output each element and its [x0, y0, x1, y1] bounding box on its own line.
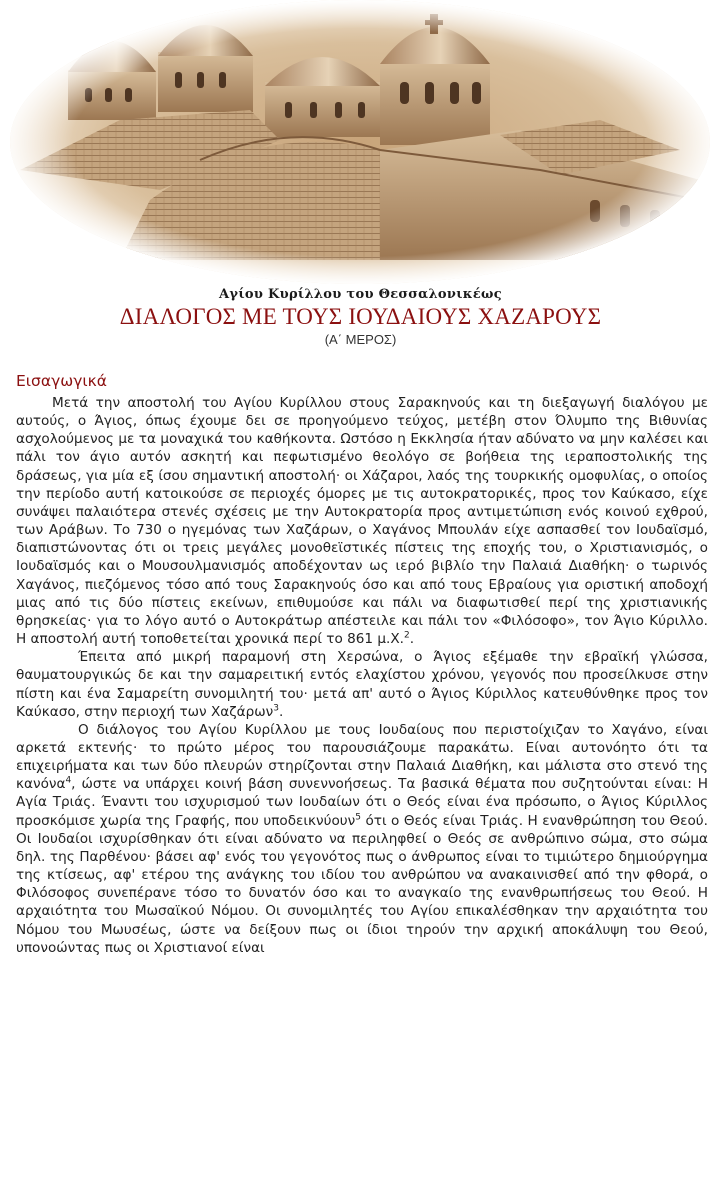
byzantine-church-domes-image [0, 0, 721, 285]
footnote-ref-5[interactable]: 5 [355, 812, 361, 823]
footnote-ref-4[interactable]: 4 [65, 775, 72, 786]
paragraph-2: Έπειτα από μικρή παραμονή στη Χερσώνα, ο Άγιος εξέμαθε την εβραϊκή γλώσσα, θαυματουργικώς δε και την σαμαρειτική εντός ελαχίστου χρόνου, γεγονός που προσείλκυσε στην πίστη και ένα Σαμαρείτη συνομιλητή του· μετά απ' αυτό ο Άγιος Κύριλλος κατευθύνθηκε προς τον Καύκασο, στην περιοχή των Χαζάρων$^3$. [16, 649, 708, 720]
author-line: Αγίου Κυρίλλου του Θεσσαλονικέως [219, 287, 502, 302]
part-label: (Α΄ ΜΕΡΟΣ) [324, 332, 397, 347]
paragraph-3: Ο διάλογος του Αγίου Κυρίλλου με τους Ιουδαίους που περιστοίχιζαν το Χαγάνο, είναι αρκετά εκτενής· το πρώτο μέρος του παρουσιάζουμε παρακάτω. Είναι αυτονόητο ότι τα επιχειρήματα και των δύο πλευρών στηρίζονται στην Παλαιά Διαθήκη, και μάλιστα στο στενό της κανόνα$^4$, ώστε να υπάρχει κοινή βάση συνεννοήσεως. Τα βασικά θέματα που συζητούνται είναι: Η Αγία Τριάς. Έναντι του ισχυρισμού των Ιουδαίων ότι ο Θεός είναι ένα πρόσωπο, ο Άγιος Κύριλλος προσκόμισε χωρία της Γραφής, που υποδεικνύουν$^5$ ότι ο Θεός είναι Τριάς. Η ενανθρώπηση του Θεού. Οι Ιουδαίοι ισχυρίσθηκαν ότι είναι αδύνατο να περιληφθεί ο Θεός σε ανθρώπινο σώμα, στο σώμα δηλ. της Παρθένου· βάσει αφ' ενός του γεγονότος πως ο άνθρωπος είναι το τιμιώτερο δημιούργημα της κτίσεως, αφ' ετέρου της ανάγκης του ιδίου του ανθρώπου να ανακαινισθεί από την φθορά, ο Φιλόσοφος συνεπέρανε τόσο το δυνατόν όσο και το αναγκαίο της ενανθρωπήσεως του Θεού. Η αρχαιότητα του Μωσαϊκού Νόμου. Οι συνομιλητές του Αγίου επικαλέσθηκαν την αρχαιότητα του Νόμου του Μωυσέως, ώστε να δείξουν πως οι ίδιοι τηρούν την αρχική αποκάλυψη του Θεού, υπονοώντας πως οι Χριστιανοί είναι [16, 721, 708, 956]
footnote-ref-2[interactable]: 2 [403, 630, 410, 641]
footnote-ref-3[interactable]: 3 [273, 703, 279, 714]
hero-image [0, 0, 721, 285]
page-title: ΔΙΑΛΟΓΟΣ ΜΕ ΤΟΥΣ ΙΟΥΔΑΙΟΥΣ ΧΑΖΑΡΟΥΣ [119, 304, 602, 329]
paragraph-1: Μετά την αποστολή του Αγίου Κυρίλλου στους Σαρακηνούς και τη διεξαγωγή διαλόγου με αυτούς, ο Άγιος, όπως έχουμε δει σε προηγούμενο τεύχος, μετέβη στον Όλυμπο της Βιθυνίας ασχολούμενος με τα μοναχικά του καθήκοντα. Ωστόσο η Εκκλησία ήταν αδύνατο να μην καλέσει και πάλι τον άγιο αυτόν ασκητή και πεφωτισμένο θεολόγο σε βοήθεια της ιεραποστολικής της δράσεως, για μία εξ ίσου σημαντική αποστολή· οι Χάζαροι, λαός της τουρκικής ομοφυλίας, ο οποίος την περίοδο αυτή κατοικούσε σε περιοχές όμορες με τις αυτοκρατορικές, προς τον Καύκασο, είχε συνάψει παλαιότερα στενές σχέσεις με την Αυτοκρατορία προς αντιμετώπιση ενός κοινού εχθρού, των Αράβων. Το 730 ο ηγεμόνας των Χαζάρων, ο Χαγάνος Μπουλάν είχε ασπασθεί τον Ιουδαϊσμό, διαπιστώνοντας ότι οι τρεις μεγάλες μονοθεϊστικές πίστεις της εποχής του, ο Χριστιανισμός, ο Ιουδαϊσμός και ο Μουσουλμανισμός αποδέχονταν ως ιερό βιβλίο την Παλαιά Διαθήκη· ο τωρινός Χαγάνος, πιεζόμενος τόσο από τους Σαρακηνούς όσο και από τους Εβραίους για οριστική αποδοχή μιας από τις δύο πίστεις εκείνων, επιθυμούσε και πάλι να διαφωτισθεί περί της χριστιανικής θρησκείας· για το λόγο αυτό ο Αυτοκράτωρ απέστειλε και πάλι τον «Φιλόσοφο», τον Άγιο Κύριλλο. Η αποστολή αυτή τοποθετείται χρονικά περί το 861 μ.Χ.$^2$. [16, 395, 708, 648]
section-heading: Εισαγωγικά [16, 372, 108, 390]
article-body [16, 394, 708, 957]
